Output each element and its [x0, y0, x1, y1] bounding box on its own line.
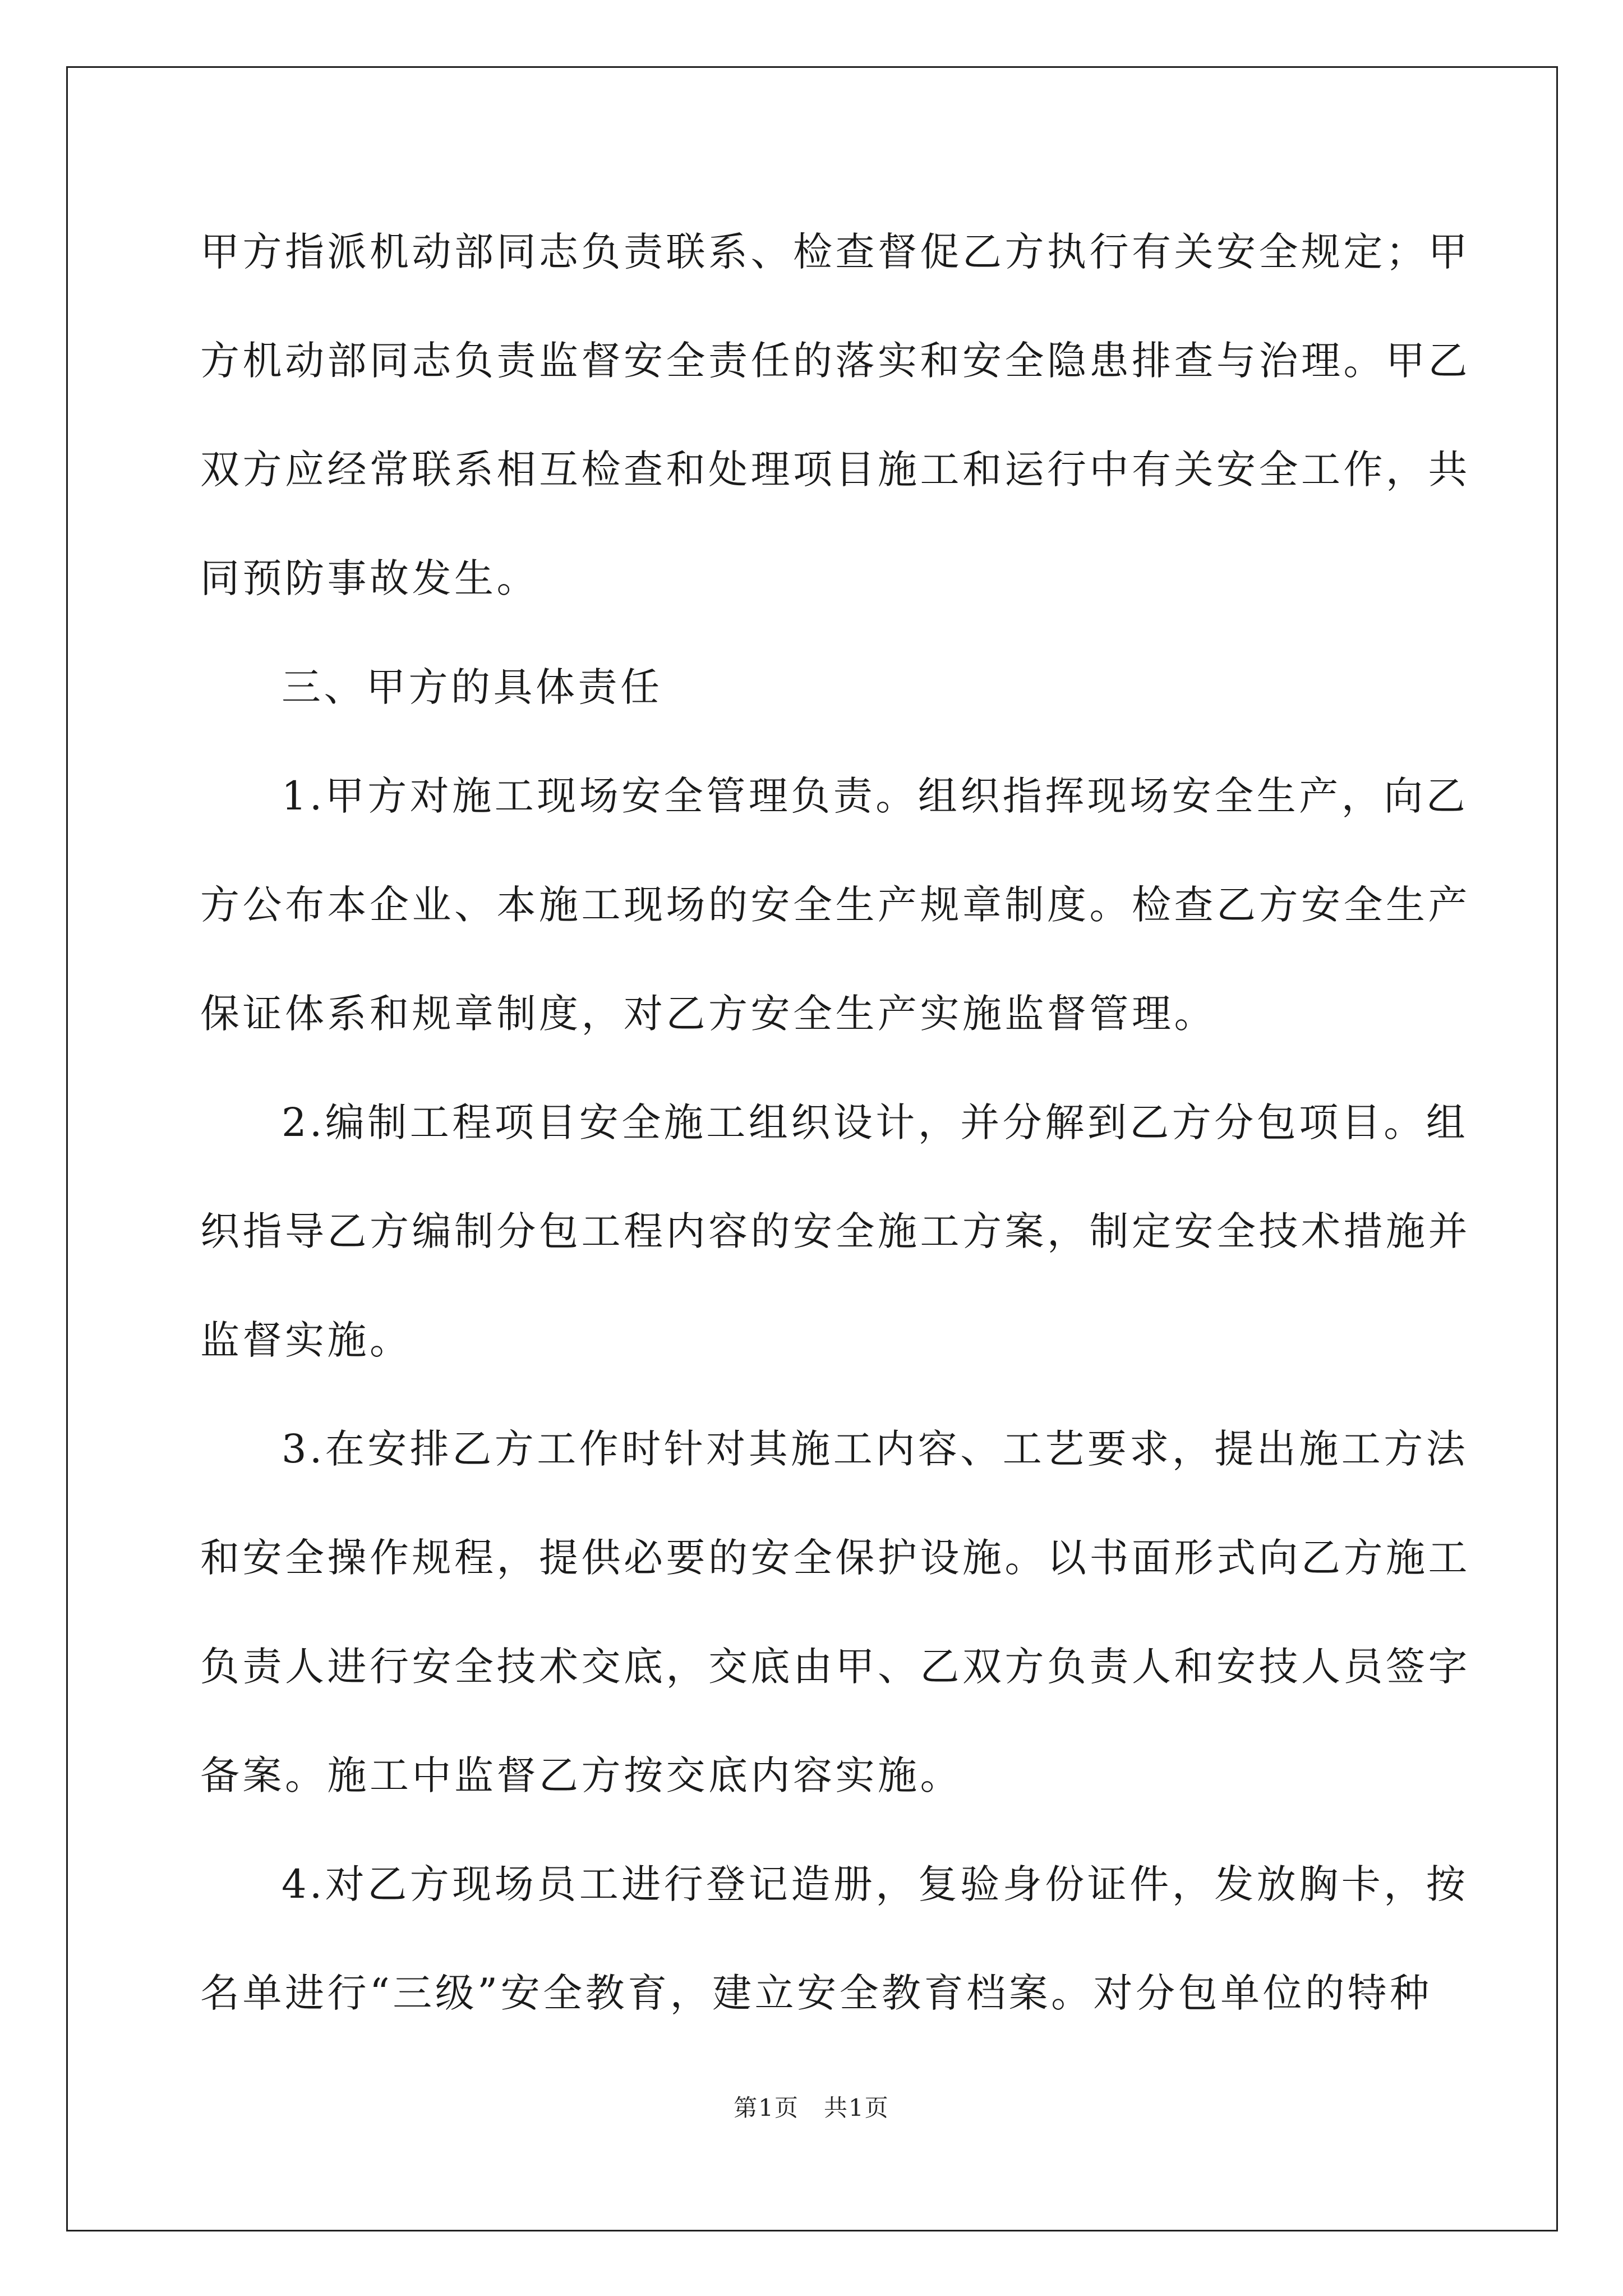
text-line: 名单进行“三级”安全教育，建立安全教育档案。对分包单位的特种 — [200, 1970, 1432, 2016]
text-line: 1.甲方对施工现场安全管理负责。组织指挥现场安全生产，向乙 — [282, 773, 1469, 819]
text-line: 保证体系和规章制度，对乙方安全生产实施监督管理。 — [200, 991, 1216, 1037]
text-line: 织指导乙方编制分包工程内容的安全施工方案，制定安全技术措施并 — [200, 1208, 1470, 1254]
document-body — [200, 219, 1470, 2069]
text-line: 3.在安排乙方工作时针对其施工内容、工艺要求，提出施工方法 — [282, 1426, 1469, 1472]
page-number-footer: 第1页 共1页 — [734, 2094, 889, 2122]
text-line: 同预防事故发生。 — [200, 555, 539, 601]
text-line: 方公布本企业、本施工现场的安全生产规章制度。检查乙方安全生产 — [200, 882, 1470, 928]
section-heading: 三、甲方的具体责任 — [282, 664, 663, 710]
text-line: 甲方指派机动部同志负责联系、检查督促乙方执行有关安全规定；甲 — [200, 229, 1470, 275]
text-line: 2.编制工程项目安全施工组织设计，并分解到乙方分包项目。组 — [282, 1099, 1469, 1145]
text-line: 双方应经常联系相互检查和处理项目施工和运行中有关安全工作，共 — [200, 447, 1470, 493]
text-line: 备案。施工中监督乙方按交底内容实施。 — [200, 1752, 962, 1798]
text-line: 和安全操作规程，提供必要的安全保护设施。以书面形式向乙方施工 — [200, 1535, 1470, 1581]
text-line: 4.对乙方现场员工进行登记造册，复验身份证件，发放胸卡，按 — [282, 1861, 1469, 1907]
text-line: 监督实施。 — [200, 1317, 412, 1363]
text-line: 方机动部同志负责监督安全责任的落实和安全隐患排查与治理。甲乙 — [200, 338, 1470, 384]
text-line: 负责人进行安全技术交底，交底由甲、乙双方负责人和安技人员签字 — [200, 1644, 1470, 1690]
